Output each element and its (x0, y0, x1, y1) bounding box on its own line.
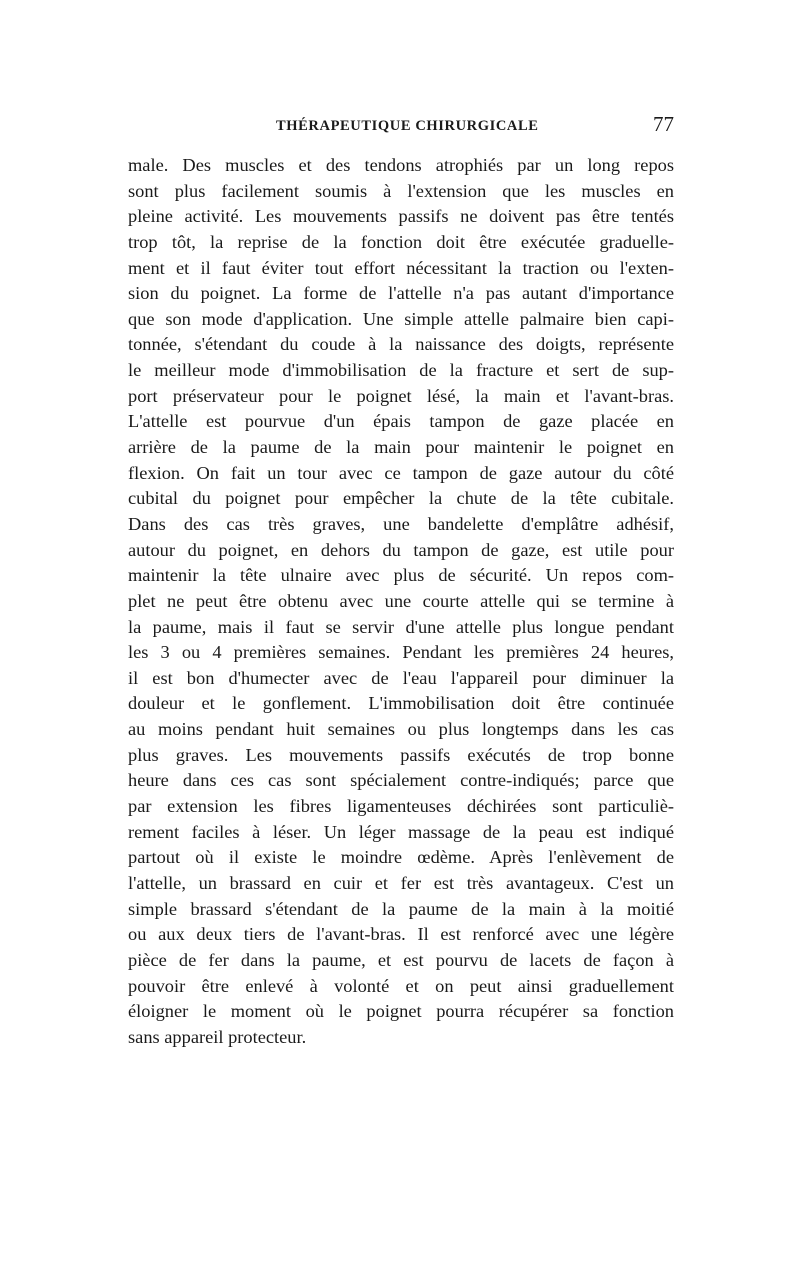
text-line: plus graves. Les mouvements passifs exécutés de trop bonne (128, 744, 674, 765)
text-line: partout où il existe le moindre œdème. Après l'enlèvement de (128, 847, 674, 868)
text-line: ou aux deux tiers de l'avant-bras. Il est renforcé avec une légère (128, 924, 674, 945)
text-line: Dans des cas très graves, une bandelette d'emplâtre adhésif, (128, 513, 674, 534)
text-line: ment et il faut éviter tout effort nécessitant la traction ou l'exten- (128, 257, 674, 278)
text-line: éloigner le moment où le poignet pourra récupérer sa fonction (128, 1001, 674, 1022)
text-line: sion du poignet. La forme de l'attelle n'a pas autant d'importance (128, 283, 674, 304)
running-title: THÉRAPEUTIQUE CHIRURGICALE (276, 118, 539, 134)
text-line: plet ne peut être obtenu avec une courte attelle qui se termine à (128, 590, 674, 611)
text-line: maintenir la tête ulnaire avec plus de sécurité. Un repos com- (128, 565, 674, 586)
text-line: l'attelle, un brassard en cuir et fer est très avantageux. C'est un (128, 872, 674, 893)
body-paragraph (128, 153, 674, 1050)
running-head (126, 112, 680, 140)
text-line: heure dans ces cas sont spécialement contre-indiqués; parce que (128, 770, 674, 791)
text-line: que son mode d'application. Une simple attelle palmaire bien capi- (128, 308, 674, 329)
text-line: trop tôt, la reprise de la fonction doit être exécutée graduelle- (128, 231, 674, 252)
text-line: le meilleur mode d'immobilisation de la fracture et sert de sup- (128, 360, 674, 381)
text-line: flexion. On fait un tour avec ce tampon de gaze autour du côté (128, 462, 674, 483)
text-line: tonnée, s'étendant du coude à la naissance des doigts, représente (128, 334, 674, 355)
text-line: pièce de fer dans la paume, et est pourvu de lacets de façon à (128, 949, 674, 970)
text-line: il est bon d'humecter avec de l'eau l'appareil pour diminuer la (128, 667, 674, 688)
page-number: 77 (653, 112, 674, 136)
text-line: sont plus facilement soumis à l'extension que les muscles en (128, 180, 674, 201)
text-line: pouvoir être enlevé à volonté et on peut ainsi graduellement (128, 975, 674, 996)
text-line: autour du poignet, en dehors du tampon de gaze, est utile pour (128, 539, 674, 560)
text-line: rement faciles à léser. Un léger massage de la peau est indiqué (128, 821, 674, 842)
text-line: pleine activité. Les mouvements passifs ne doivent pas être tentés (128, 206, 674, 227)
text-line: la paume, mais il faut se servir d'une attelle plus longue pendant (128, 616, 674, 637)
text-line: les 3 ou 4 premières semaines. Pendant les premières 24 heures, (128, 642, 674, 663)
text-line: simple brassard s'étendant de la paume de la main à la moitié (128, 898, 674, 919)
text-line: au moins pendant huit semaines ou plus longtemps dans les cas (128, 719, 674, 740)
text-line: sans appareil protecteur. (128, 1026, 307, 1047)
text-line: par extension les fibres ligamenteuses déchirées sont particuliè- (128, 796, 674, 817)
text-line: L'attelle est pourvue d'un épais tampon de gaze placée en (128, 411, 674, 432)
text-line: arrière de la paume de la main pour maintenir le poignet en (128, 437, 674, 458)
text-line: douleur et le gonflement. L'immobilisation doit être continuée (128, 693, 674, 714)
text-line: cubital du poignet pour empêcher la chute de la tête cubitale. (128, 488, 674, 509)
text-line: port préservateur pour le poignet lésé, la main et l'avant-bras. (128, 385, 674, 406)
text-line: male. Des muscles et des tendons atrophiés par un long repos (128, 155, 674, 175)
